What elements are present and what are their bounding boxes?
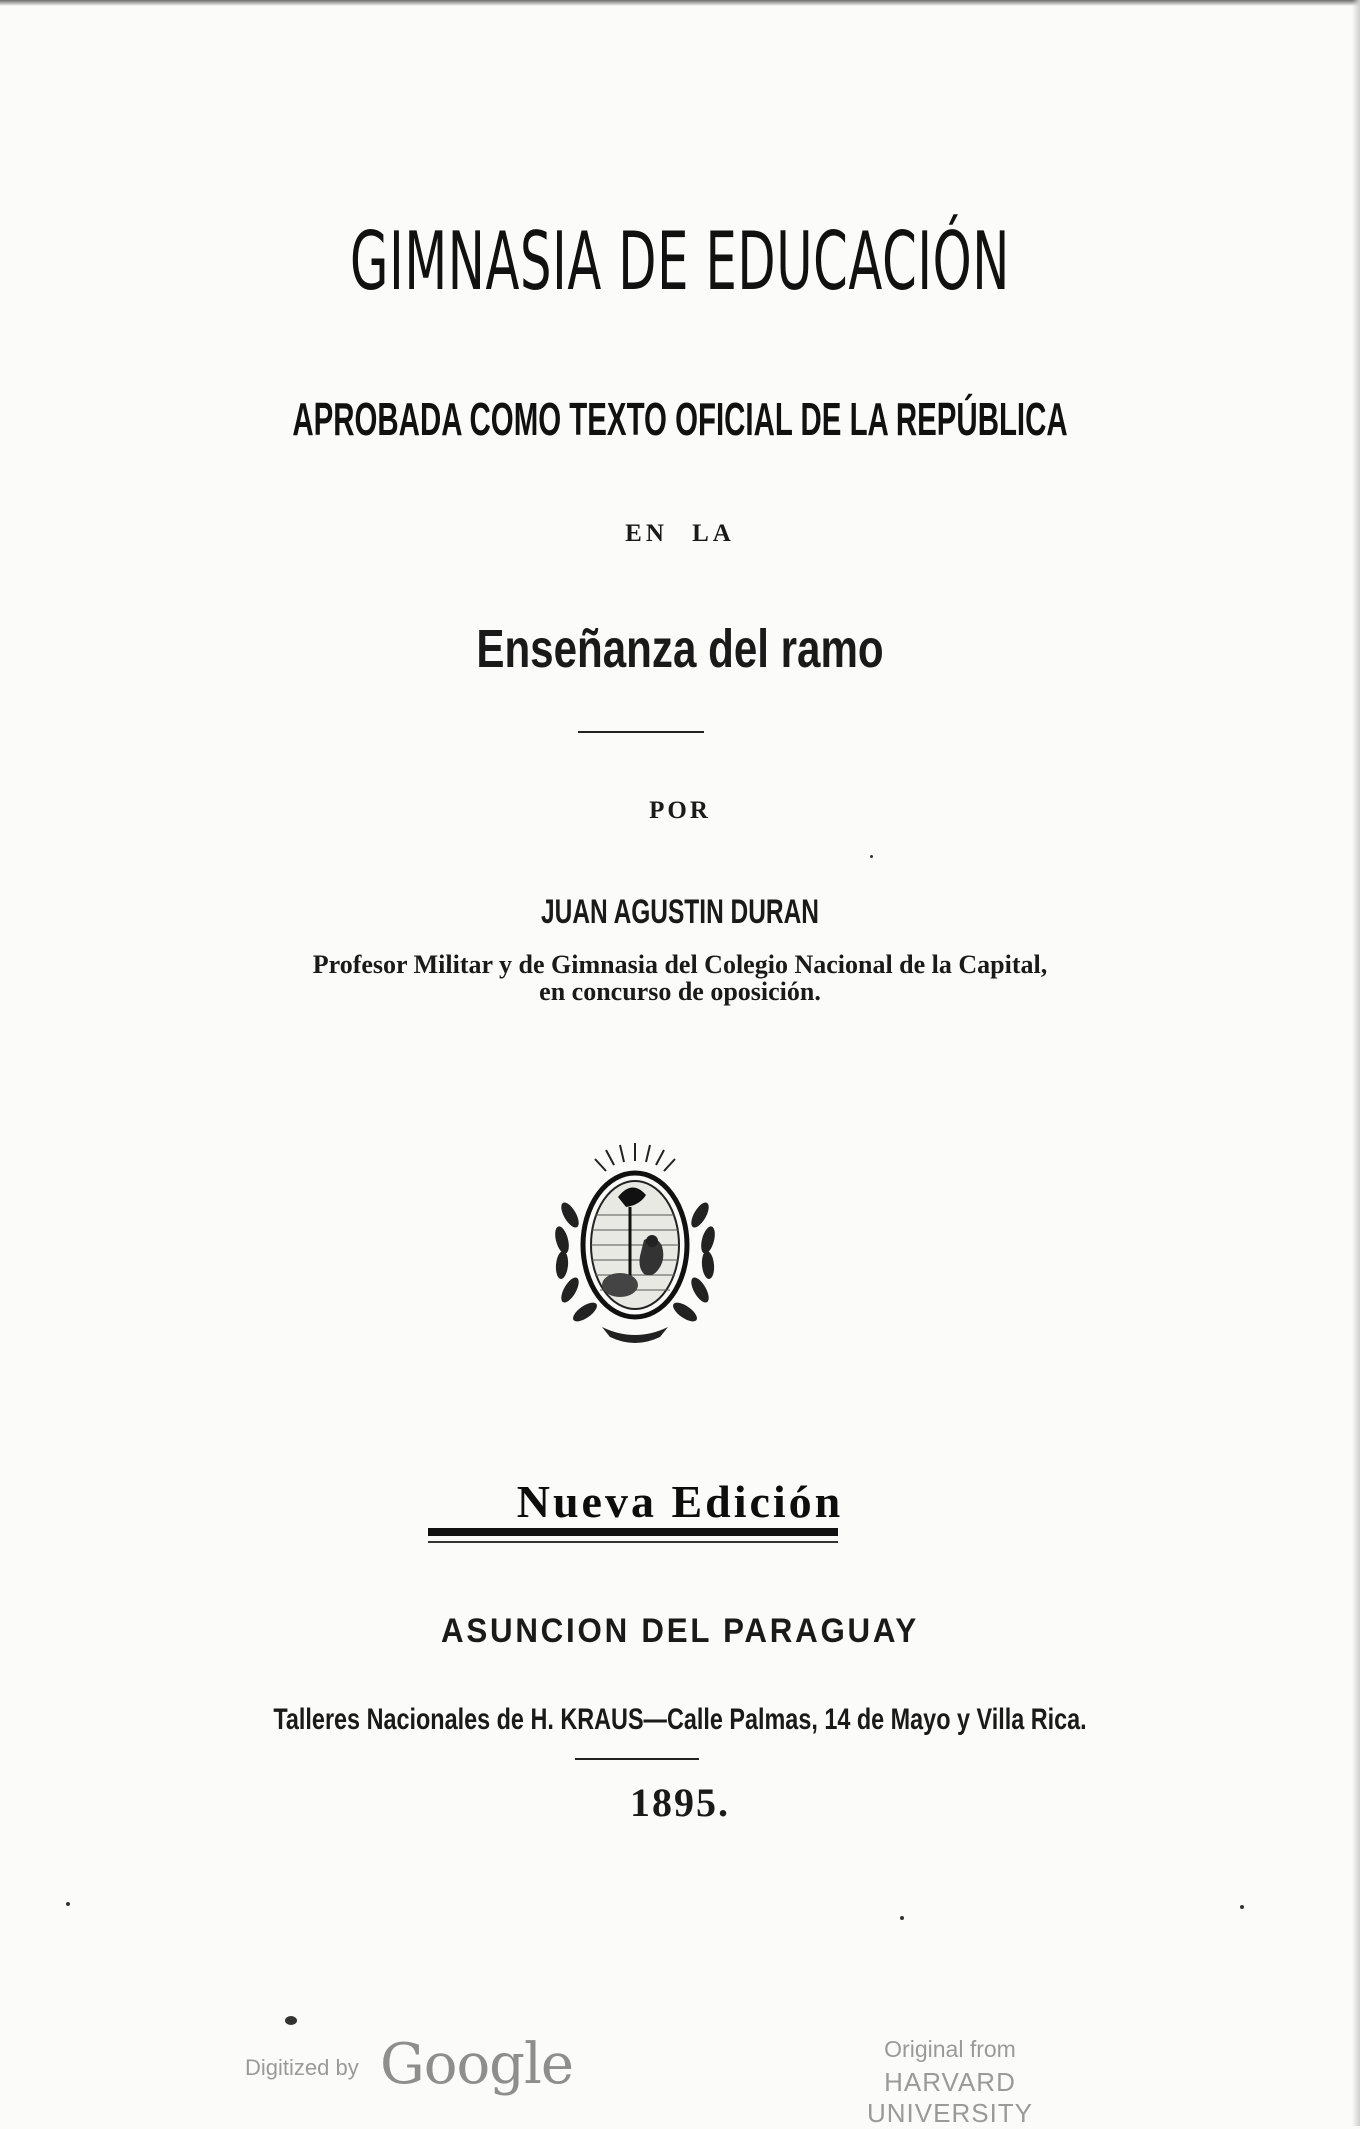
- author-credentials-line-1: Profesor Militar y de Gimnasia del Colegio Nacional de la Capital,: [312, 950, 1048, 979]
- institution-name: HARVARD UNIVERSITY: [866, 2067, 1034, 2128]
- connector-text: EN LA: [625, 520, 735, 547]
- digitized-by-label: Digitized by: [245, 2055, 359, 2080]
- subject-heading: Enseñanza del ramo: [476, 619, 884, 679]
- edition-label: Nueva Edición: [516, 1476, 844, 1527]
- year-divider-rule: [575, 1758, 699, 1760]
- scan-speck: [900, 1916, 904, 1920]
- publication-city: ASUNCION DEL PARAGUAY: [441, 1612, 919, 1650]
- scan-speck: [285, 2016, 297, 2025]
- author-name: JUAN AGUSTIN DURAN: [541, 893, 819, 931]
- printer-imprint: Talleres Nacionales de H. KRAUS—Calle Palmas, 14 de Mayo y Villa Rica.: [273, 1703, 1087, 1736]
- google-logo: Google: [380, 2032, 574, 2097]
- original-from-label: Original from: [884, 2036, 1016, 2062]
- publication-year: 1895.: [630, 1780, 730, 1825]
- scan-speck: [1240, 1905, 1244, 1909]
- author-credentials-line-2: en concurso de oposición.: [539, 977, 821, 1006]
- scan-top-edge: [0, 0, 1360, 6]
- edition-underline-thick: [428, 1528, 838, 1536]
- edition-underline-thin: [428, 1541, 838, 1543]
- coat-of-arms-icon: [540, 1135, 730, 1350]
- book-subtitle: APROBADA COMO TEXTO OFICIAL DE LA REPÚBLICA: [292, 393, 1068, 445]
- divider-rule: [578, 731, 704, 733]
- book-title: GIMNASIA DE EDUCACIÓN: [350, 215, 1010, 308]
- scan-speck: [66, 1902, 70, 1906]
- scan-speck: [870, 855, 873, 858]
- by-label: POR: [649, 797, 711, 824]
